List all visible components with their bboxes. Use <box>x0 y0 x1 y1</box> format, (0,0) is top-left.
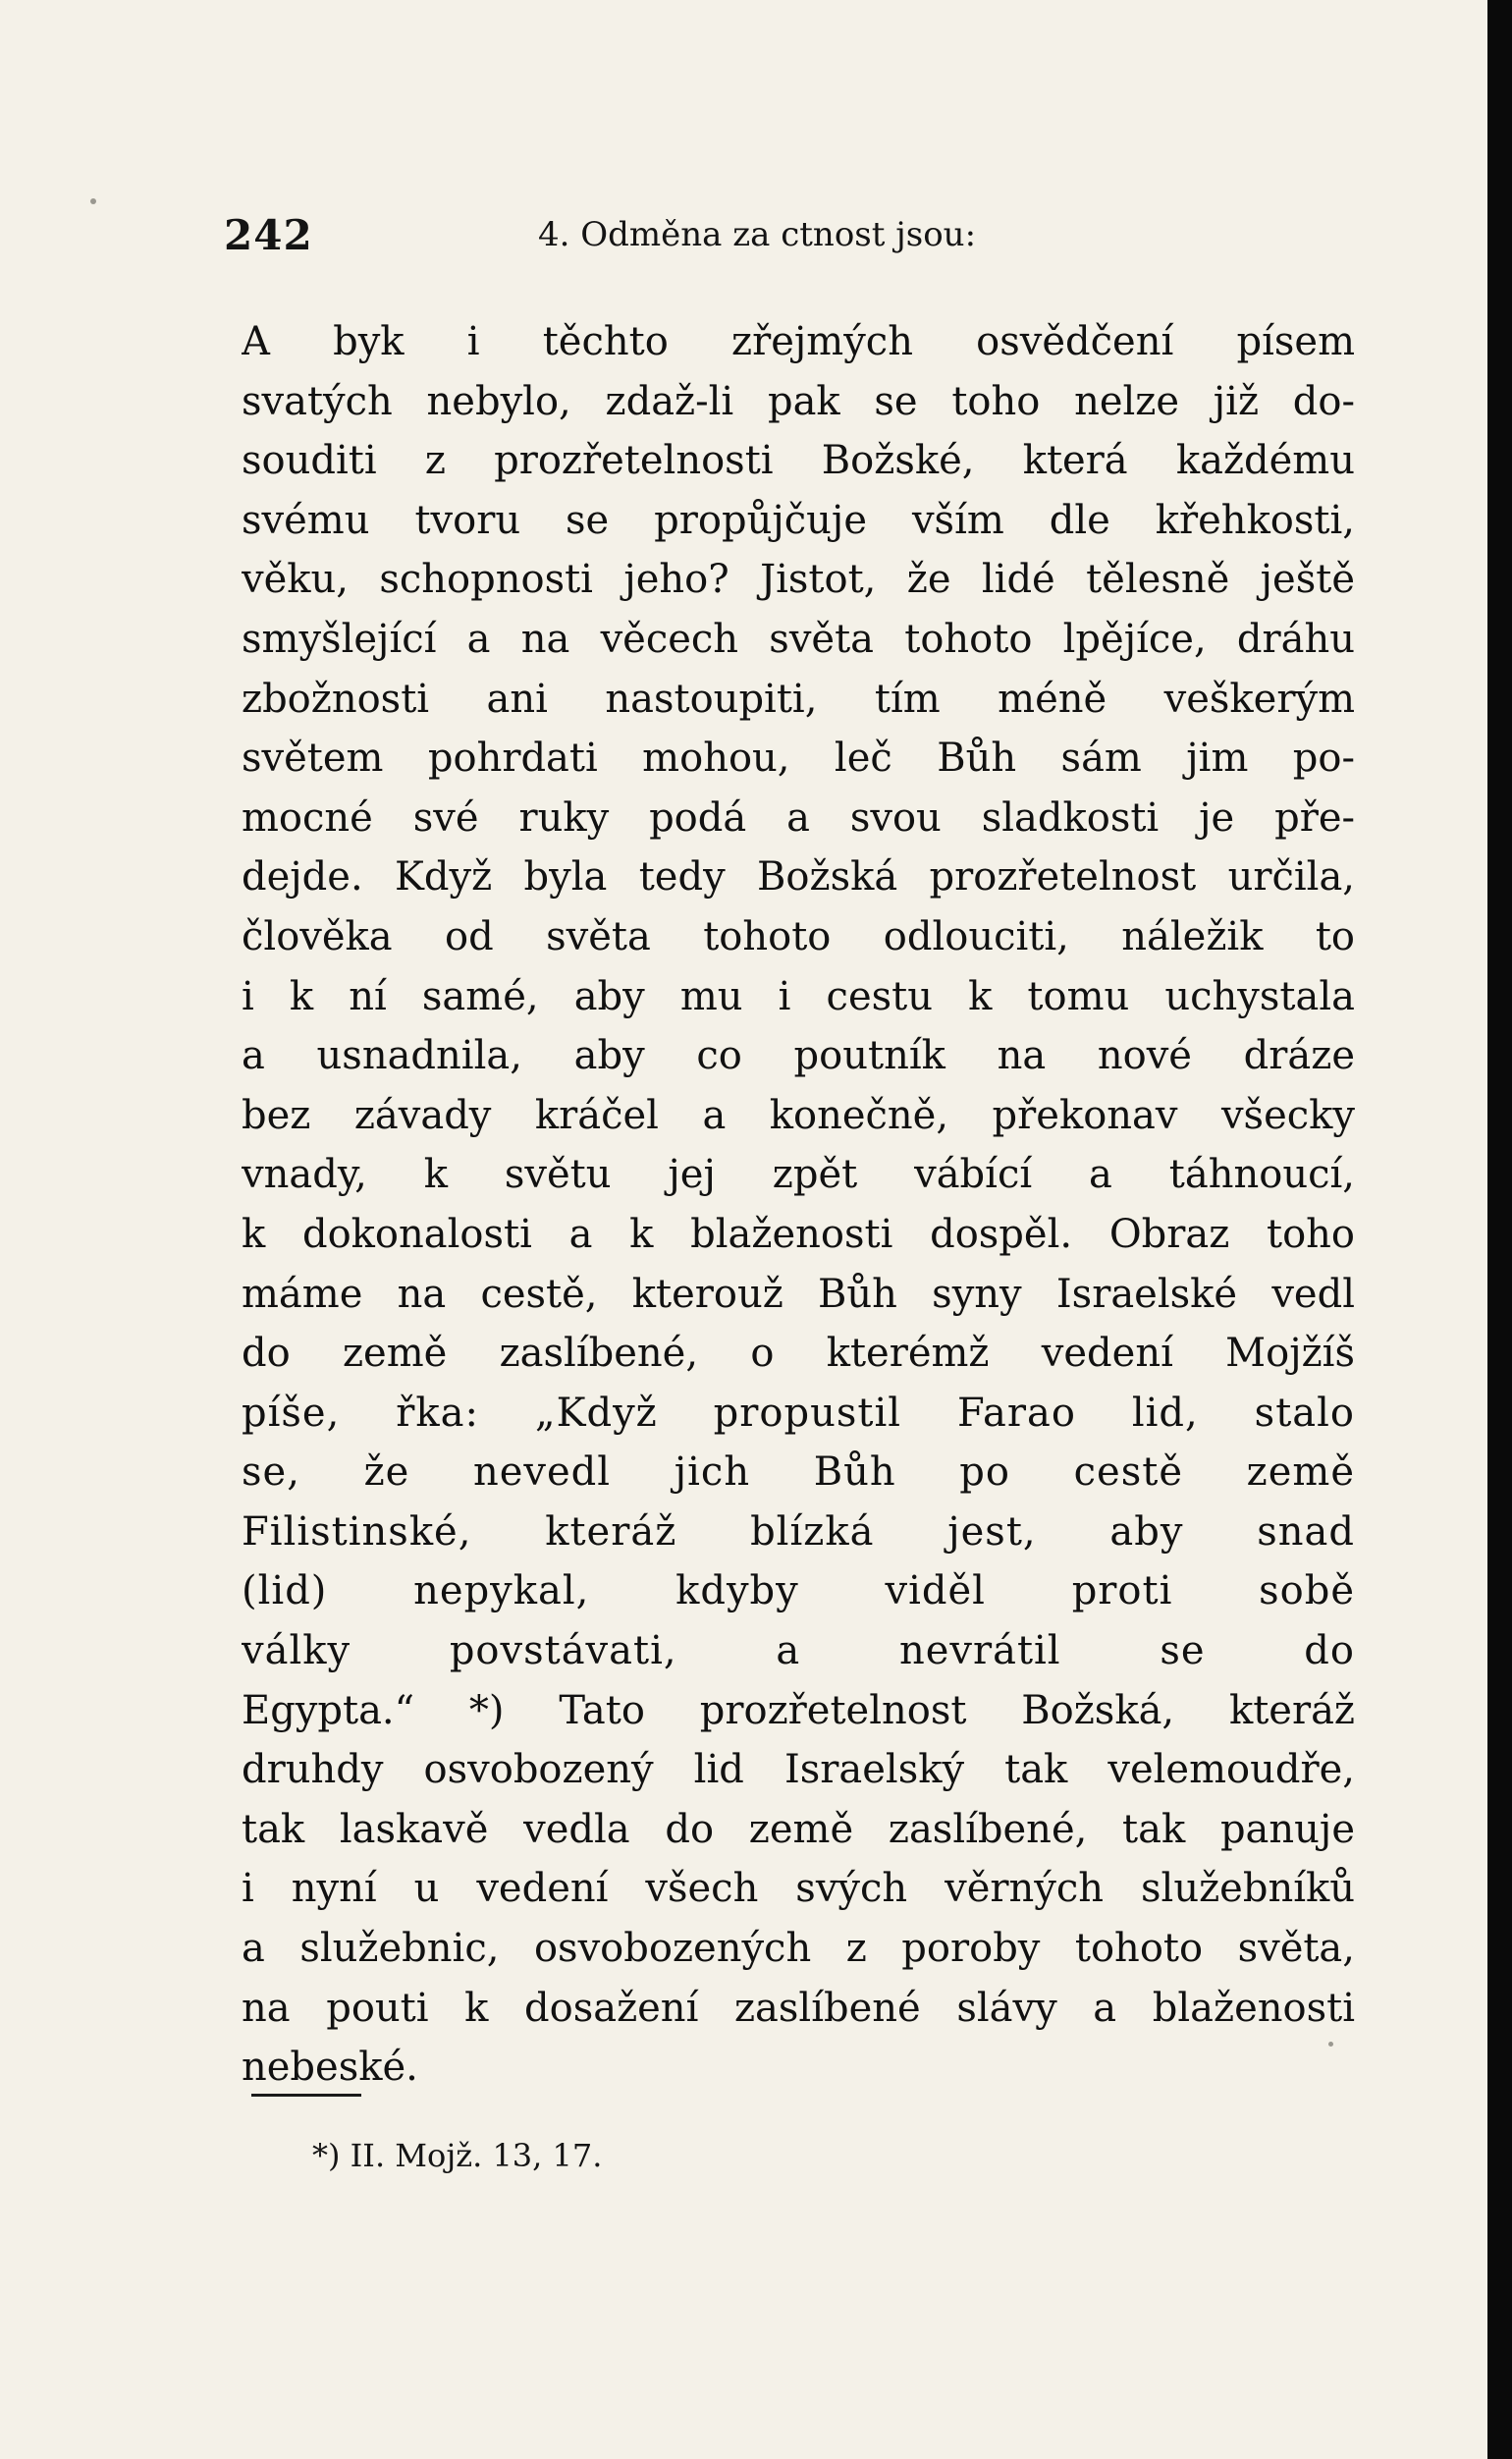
text-line: zbožnosti ani nastoupiti, tím méně veškerým <box>242 676 1355 722</box>
text-line: svatých nebylo, zdaž-li pak se toho nelze již do- <box>242 378 1355 424</box>
text-line: do země zaslíbené, o kterémž vedení Mojžíš <box>242 1331 1355 1377</box>
text-line: svému tvoru se propůjčuje vším dle křehkosti, <box>242 497 1355 543</box>
text-line: války povstávati, a nevrátil se do <box>242 1628 1355 1674</box>
text-line-last: nebeské. <box>242 2045 418 2091</box>
page-header <box>224 211 1353 270</box>
text-line: máme na cestě, kterouž Bůh syny Israelské vedl <box>242 1271 1355 1317</box>
text-line: člověka od světa tohoto odlouciti, náležik to <box>242 913 1355 959</box>
page-edge-shadow <box>1487 0 1512 2459</box>
text-line: se, že nevedl jich Bůh po cestě země <box>242 1449 1355 1496</box>
text-line: na pouti k dosažení zaslíbené slávy a blaženosti <box>242 1985 1355 2031</box>
paper-speck <box>90 198 96 204</box>
text-line: vnady, k světu jej zpět vábící a táhnoucí, <box>242 1152 1355 1198</box>
text-line: A byk i těchto zřejmých osvědčení písem <box>242 319 1355 364</box>
text-line: dejde. Když byla tedy Božská prozřetelnost určila, <box>242 854 1355 901</box>
text-line: souditi z prozřetelnosti Božské, která každému <box>242 438 1355 484</box>
text-line: i k ní samé, aby mu i cestu k tomu uchystala <box>242 973 1355 1019</box>
text-line: tak laskavě vedla do země zaslíbené, tak panuje <box>242 1806 1355 1852</box>
text-line: k dokonalosti a k blaženosti dospěl. Obraz toho <box>242 1211 1355 1257</box>
body-text <box>242 312 1355 2098</box>
text-line: mocné své ruky podá a svou sladkosti je pře- <box>242 794 1355 841</box>
page-number: 242 <box>224 211 313 259</box>
footnote: *) II. Mojž. 13, 17. <box>312 2137 603 2174</box>
text-line: smyšlející a na věcech světa tohoto lpějíce, dráhu <box>242 616 1355 662</box>
running-title: 4. Odměna za ctnost jsou: <box>538 215 977 254</box>
text-line: bez závady kráčel a konečně, překonav všecky <box>242 1092 1355 1138</box>
text-line: světem pohrdati mohou, leč Bůh sám jim po- <box>242 736 1355 782</box>
text-line: věku, schopnosti jeho? Jistot, že lidé tělesně ještě <box>242 557 1355 603</box>
text-line: píše, řka: „Když propustil Farao lid, stalo <box>242 1390 1355 1436</box>
text-line: (lid) nepykal, kdyby viděl proti sobě <box>242 1568 1355 1614</box>
paper-speck <box>1328 2042 1333 2047</box>
text-line: i nyní u vedení všech svých věrných služebníků <box>242 1866 1355 1912</box>
text-line: Egypta.“ *) Tato prozřetelnost Božská, kteráž <box>242 1687 1355 1733</box>
text-line: druhdy osvobozený lid Israelský tak velemoudře, <box>242 1747 1355 1793</box>
text-line: a usnadnila, aby co poutník na nové dráze <box>242 1033 1355 1079</box>
text-line: a služebnic, osvobozených z poroby tohoto světa, <box>242 1926 1355 1972</box>
text-line: Filistinské, kteráž blízká jest, aby snad <box>242 1508 1355 1555</box>
footnote-divider <box>251 2094 361 2097</box>
